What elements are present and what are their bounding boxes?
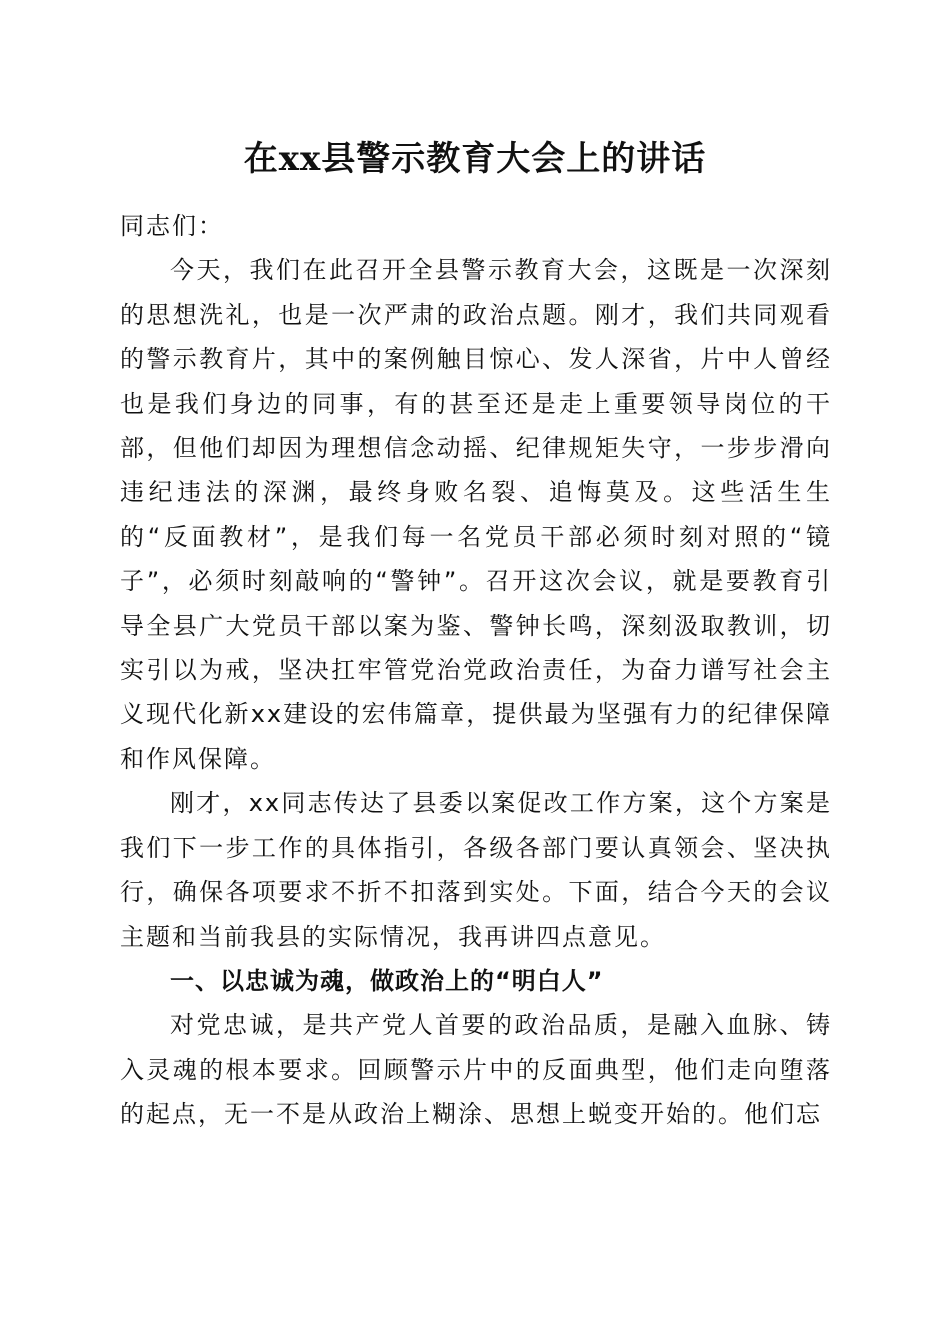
paragraph-transition: 刚才，xx同志传达了县委以案促改工作方案，这个方案是我们下一步工作的具体指引，各级各部门要认真领会、坚决执行，确保各项要求不折不扣落到实处。下面，结合今天的会议主题和当前我县的实际情况，我再讲四点意见。 (120, 789, 832, 951)
document-title: 在xx县警示教育大会上的讲话 (243, 139, 707, 179)
paragraph-section-one: 对党忠诚，是共产党人首要的政治品质，是融入血脉、铸入灵魂的根本要求。回顾警示片中的反面典型，他们走向堕落的起点，无一不是从政治上糊涂、思想上蜕变开始的。他们忘 (120, 1011, 832, 1129)
section-heading: 一、以忠诚为魂，做政治上的“明白人” (170, 966, 604, 995)
paragraph-opening: 今天，我们在此召开全县警示教育大会，这既是一次深刻的思想洗礼，也是一次严肃的政治点题。刚才，我们共同观看的警示教育片，其中的案例触目惊心、发人深省，片中人曾经也是我们身边的同事，有的甚至还是走上重要领导岗位的干部，但他们却因为理想信念动摇、纪律规矩失守，一步步滑向违纪违法的深渊，最终身败名裂、追悔莫及。这些活生生的“反面教材”，是我们每一名党员干部必须时刻对照的“镜子”，必须时刻敲响的“警钟”。召开这次会议，就是要教育引导全县广大党员干部以案为鉴、警钟长鸣，深刻汲取教训，切实引以为戒，坚决扛牢管党治党政治责任，为奋力谱写社会主义现代化新xx建设的宏伟篇章，提供最为坚强有力的纪律保障和作风保障。 (120, 256, 832, 773)
salutation: 同志们： (120, 212, 224, 240)
document-body (120, 204, 832, 1137)
